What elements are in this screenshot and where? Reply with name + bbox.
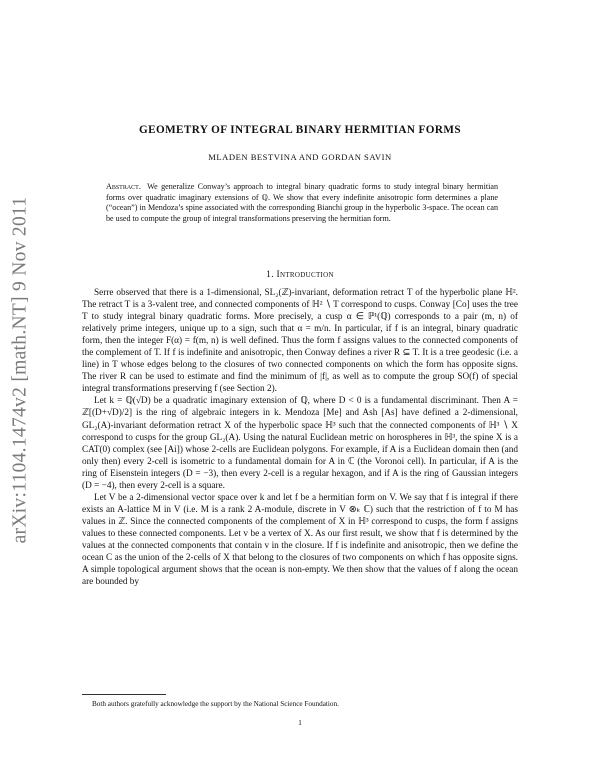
abstract-label: Abstract.	[106, 182, 141, 191]
abstract	[106, 182, 498, 224]
paragraph: Let V be a 2-dimensional vector space over k and let f be a hermitian form on V. We say that f is integral if there exists an A-lattice M in V (i.e. M is a rank 2 A-module, discrete in V ⊗ₖ ℂ) such that the restriction of f to M has values in ℤ. Since the connected components of the complement of X in ℍ³ correspond to cusps, the form f assigns values to these connected components. Let v be a vertex of X. As our first result, we show that f is determined by the values at the connected components that contain v in the closure. If f is indefinite and anisotropic, then we define the ocean C as the union of the 2-cells of X that belong to the closures of two components on which f has opposite signs. A simple topological argument shows that the ocean is non-empty. We then show that the values of f along the ocean are bounded by	[82, 492, 518, 588]
paragraph: Serre observed that there is a 1-dimensional, SL₂(ℤ)-invariant, deformation retract T of the hyperbolic plane ℍ². The retract T is a 3-valent tree, and connected components of ℍ² ∖ T correspond to cusps. Conway [Co] uses the tree T to study integral binary quadratic forms. More precisely, a cusp α ∈ ℙ¹(ℚ) corresponds to a pair (m, n) of relatively prime integers, unique up to a sign, such that α = m/n. In particular, if f is an integral, binary quadratic form, then the integer F(α) = f(m, n) is well defined. Thus the form f assigns values to the connected components of the complement of T. If f is indefinite and anisotropic, then Conway defines a river R ⊆ T. It is a tree geodesic (i.e. a line) in T whose edges belong to the closures of two connected components on which the form has opposite signs. The river R can be used to estimate and find the minimum of |f|, as well as to compute the group SO(f) of special integral transformations preserving f (see Section 2).	[82, 288, 518, 395]
abstract-text: We generalize Conway’s approach to integral binary quadratic forms to study integral binary hermitian forms over quadratic imaginary extensions of ℚ. We show that every indefinite anisotropic form determines a plane (“ocean”) in Mendoza’s spine associated with the corresponding Bianchi group in the hyperbolic 3-space. The ocean can be used to compute the group of integral transformations preserving the hermitian form.	[106, 182, 498, 223]
arxiv-identifier-stamp	[0, 180, 40, 560]
paper-authors: MLADEN BESTVINA AND GORDAN SAVIN	[208, 152, 392, 162]
introduction-body	[82, 287, 518, 588]
paper-title: GEOMETRY OF INTEGRAL BINARY HERMITIAN FORMS	[139, 124, 461, 136]
section-heading-introduction: 1. Introduction	[266, 270, 334, 280]
page-number: 1	[298, 718, 302, 727]
footnote-divider	[82, 694, 166, 695]
footnote: Both authors gratefully acknowledge the support by the National Science Foundation.	[92, 700, 339, 708]
paragraph: Let k = ℚ(√D) be a quadratic imaginary extension of ℚ, where D < 0 is a fundamental discriminant. Then A = ℤ[(D+√D)/2] is the ring of algebraic integers in k. Mendoza [Me] and Ash [As] have defined a 2-dimensional, GL₂(A)-invariant deformation retract X of the hyperbolic space ℍ³ such that the connected components of ℍ³ ∖ X correspond to cusps for the group GL₂(A). Using the natural Euclidean metric on horospheres in ℍ³, the spine X is a CAT(0) complex (see [Ai]) whose 2-cells are Euclidean polygons. For example, if A is a Euclidean domain then (and only then) every 2-cell is isometric to a fundamental domain for A in ℂ (the Voronoi cell). In particular, if A is the ring of Eisenstein integers (D = −3), then every 2-cell is a regular hexagon, and if A is the ring of Gaussian integers (D = −4), then every 2-cell is a square.	[82, 396, 518, 491]
arxiv-stamp-text: arXiv:1104.1474v2 [math.NT] 9 Nov 2011	[9, 196, 31, 544]
